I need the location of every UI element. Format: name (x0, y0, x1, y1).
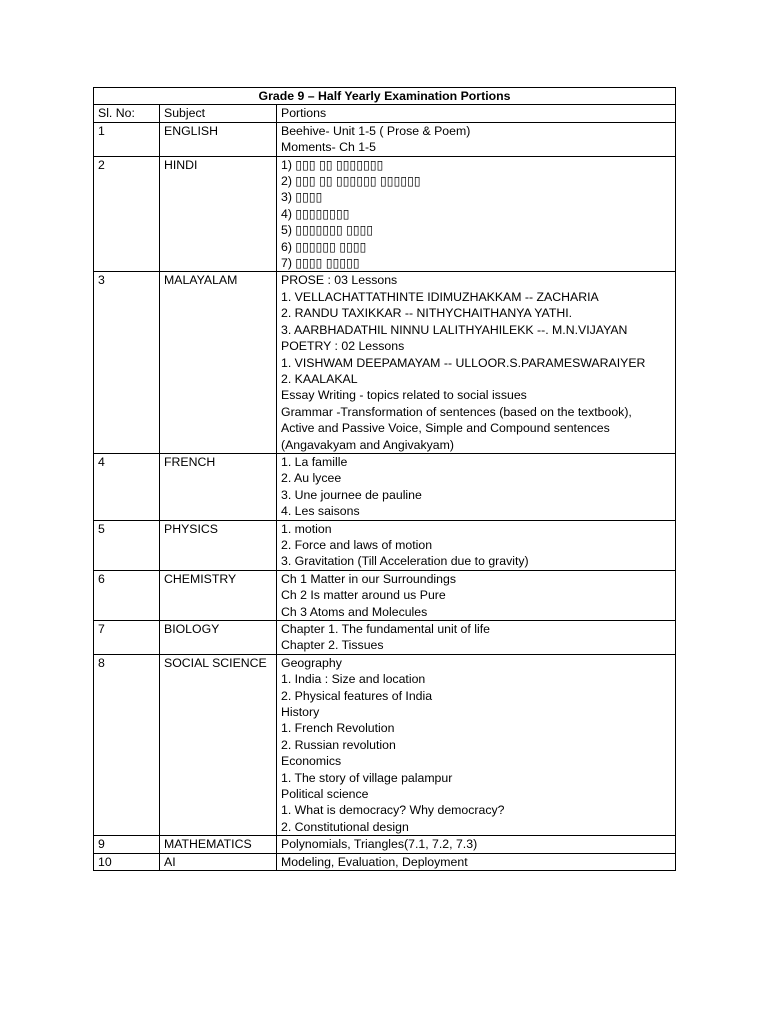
portion-line: 1. VISHWAM DEEPAMAYAM -- ULLOOR.S.PARAMESWARAIYER (281, 355, 646, 370)
portion-line: 2. Russian revolution (281, 737, 396, 752)
table-row (94, 836, 676, 853)
portion-line: Moments- Ch 1-5 (281, 140, 376, 155)
sl-no-cell: 1 (94, 122, 160, 156)
portion-line: 6) ▯▯▯▯▯▯ ▯▯▯▯ (281, 239, 367, 254)
subject-cell: MALAYALAM (160, 272, 277, 453)
sl-no-cell: 8 (94, 654, 160, 835)
document-title: Grade 9 – Half Yearly Examination Portions (94, 88, 676, 105)
portion-line: 3) ▯▯▯▯ (281, 190, 323, 205)
header-subject: Subject (160, 105, 277, 122)
portions-cell (277, 453, 676, 520)
portion-line: 7) ▯▯▯▯ ▯▯▯▯▯ (281, 256, 360, 271)
table-row (94, 654, 676, 835)
portions-cell (277, 853, 676, 870)
portions-cell (277, 272, 676, 453)
portion-line: 2. KAALAKAL (281, 371, 358, 386)
portion-line: Essay Writing - topics related to social issues (281, 388, 527, 403)
subject-cell: PHYSICS (160, 520, 277, 570)
header-sl-no: Sl. No: (94, 105, 160, 122)
portion-line: 4) ▯▯▯▯▯▯▯▯ (281, 206, 350, 221)
portion-line: Geography (281, 655, 342, 670)
portion-line: 5) ▯▯▯▯▯▯▯ ▯▯▯▯ (281, 223, 374, 238)
portion-line: Chapter 2. Tissues (281, 638, 384, 653)
portions-cell (277, 520, 676, 570)
portion-line: Chapter 1. The fundamental unit of life (281, 622, 490, 636)
sl-no-cell: 7 (94, 621, 160, 655)
portion-line: Grammar -Transformation of sentences (based on the textbook), (281, 404, 632, 419)
header-portions: Portions (277, 105, 676, 122)
portion-line: Economics (281, 754, 342, 769)
portions-cell (277, 836, 676, 853)
sl-no-cell: 3 (94, 272, 160, 453)
table-row (94, 520, 676, 570)
portion-line: Active and Passive Voice, Simple and Compound sentences (281, 421, 610, 436)
portions-cell (277, 654, 676, 835)
table-row (94, 453, 676, 520)
subject-cell: BIOLOGY (160, 621, 277, 655)
table-row (94, 570, 676, 620)
portion-line: Polynomials, Triangles(7.1, 7.2, 7.3) (281, 837, 478, 852)
portion-line: History (281, 705, 320, 720)
subject-cell: HINDI (160, 156, 277, 272)
portion-line: 2. Force and laws of motion (281, 537, 433, 552)
portion-line: 2. Au lycee (281, 471, 342, 486)
portions-cell (277, 621, 676, 655)
portion-line: 2. Constitutional design (281, 819, 409, 834)
portion-line: Ch 3 Atoms and Molecules (281, 604, 428, 619)
portion-line: 1. India : Size and location (281, 672, 426, 687)
subject-cell: FRENCH (160, 453, 277, 520)
portion-line: 1. What is democracy? Why democracy? (281, 803, 505, 818)
sl-no-cell: 6 (94, 570, 160, 620)
portions-cell (277, 570, 676, 620)
portion-line: 1. The story of village palampur (281, 770, 453, 785)
subject-cell: CHEMISTRY (160, 570, 277, 620)
portion-line: 2) ▯▯▯ ▯▯ ▯▯▯▯▯▯ ▯▯▯▯▯▯ (281, 174, 421, 189)
portion-line: POETRY : 02 Lessons (281, 339, 405, 354)
portion-line: 4. Les saisons (281, 504, 360, 519)
portion-line: Ch 1 Matter in our Surroundings (281, 571, 456, 586)
table-row (94, 122, 676, 156)
portions-table (93, 87, 676, 871)
portion-line: 2. Physical features of India (281, 688, 433, 703)
subject-cell: ENGLISH (160, 122, 277, 156)
portion-line: 3. AARBHADATHIL NINNU LALITHYAHILEKK --. M.N.VIJAYAN (281, 322, 628, 337)
portion-line: 1) ▯▯▯ ▯▯ ▯▯▯▯▯▯▯ (281, 157, 384, 172)
table-row (94, 156, 676, 272)
portion-line: Modeling, Evaluation, Deployment (281, 854, 468, 869)
portions-table-body (94, 88, 676, 871)
portion-line: 3. Une journee de pauline (281, 487, 422, 502)
portion-line: PROSE : 03 Lessons (281, 273, 398, 288)
portion-line: Ch 2 Is matter around us Pure (281, 588, 446, 603)
table-row (94, 272, 676, 453)
portions-cell (277, 156, 676, 272)
sl-no-cell: 2 (94, 156, 160, 272)
sl-no-cell: 9 (94, 836, 160, 853)
table-row (94, 853, 676, 870)
table-row (94, 621, 676, 655)
portion-line: 1. French Revolution (281, 721, 395, 736)
header-row (94, 105, 676, 122)
portion-line: 1. VELLACHATTATHINTE IDIMUZHAKKAM -- ZACHARIA (281, 289, 599, 304)
portion-line: Beehive- Unit 1-5 ( Prose & Poem) (281, 123, 471, 138)
subject-cell: SOCIAL SCIENCE (160, 654, 277, 835)
title-row (94, 88, 676, 105)
subject-cell: MATHEMATICS (160, 836, 277, 853)
portion-line: 1. motion (281, 521, 332, 536)
sl-no-cell: 5 (94, 520, 160, 570)
subject-cell: AI (160, 853, 277, 870)
portion-line: Political science (281, 787, 369, 802)
portion-line: 2. RANDU TAXIKKAR -- NITHYCHAITHANYA YATHI. (281, 306, 573, 321)
portion-line: (Angavakyam and Angivakyam) (281, 437, 454, 452)
sl-no-cell: 4 (94, 453, 160, 520)
portion-line: 3. Gravitation (Till Acceleration due to gravity) (281, 554, 529, 569)
portion-line: 1. La famille (281, 454, 348, 469)
sl-no-cell: 10 (94, 853, 160, 870)
portions-cell (277, 122, 676, 156)
